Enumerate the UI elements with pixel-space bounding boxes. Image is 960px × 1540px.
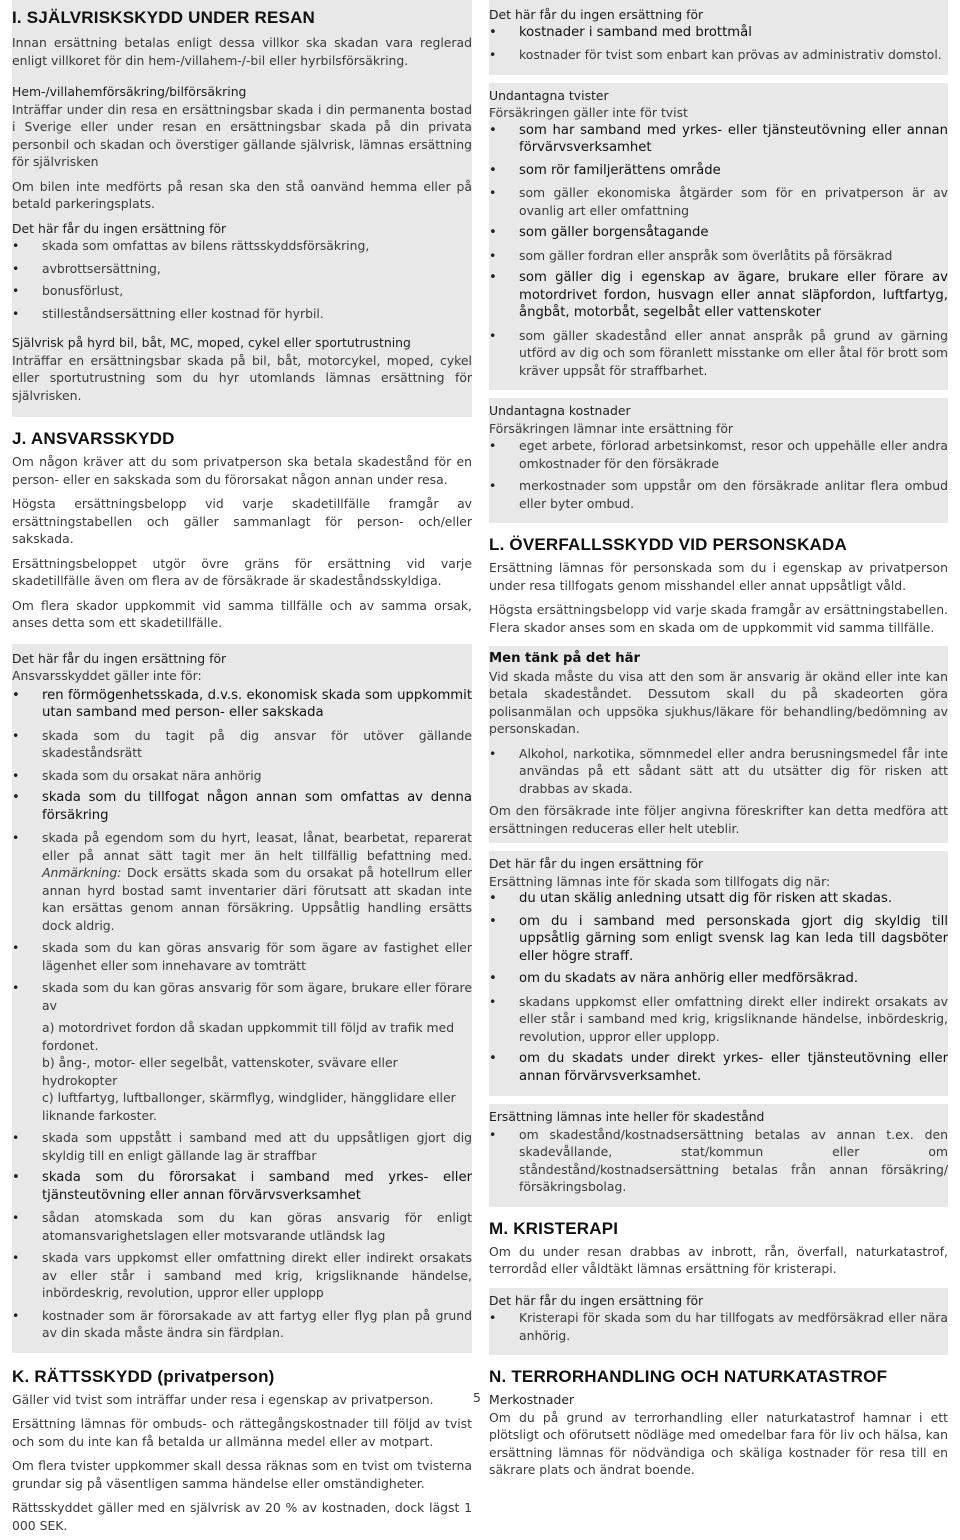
list-item: • eget arbete, förlorad arbetsinkomst, resor och uppehälle eller andra omkostnader för den försäkrade bbox=[489, 437, 948, 472]
section-i-panel bbox=[12, 0, 472, 417]
section-m-no-comp-list bbox=[489, 1309, 948, 1344]
section-k-p3: Om flera tvister uppkommer skall dessa räknas som en tvist om tvisterna grundar sig på väsentligen samma händelse eller omständigheter. bbox=[12, 1457, 472, 1492]
list-item bbox=[12, 829, 472, 934]
section-l-p2: Högsta ersättningsbelopp vid varje skada framgår av ersättningstabellen. Flera skador anses som en skada om de uppkommit vid samma tillfälle. bbox=[489, 601, 948, 636]
section-j-no-comp-list bbox=[12, 687, 472, 1015]
list-item: • som gäller borgensåtagande bbox=[489, 224, 948, 242]
list-item: • kostnader som är förorsakade av att fartyg eller flyg plan på grund av din skada måste ändra sin färdplan. bbox=[12, 1307, 472, 1342]
section-i-sub2-text: Inträffar en ersättningsbar skada på bil, båt, motorcykel, moped, cykel eller sportutrustning som du hyr utomlands lämnas ersättning för självrisken. bbox=[12, 352, 472, 405]
section-l-p1: Ersättning lämnas för personskada som du i egenskap av privatperson under resa tillfogats genom misshandel eller annat uppsåtligt våld. bbox=[489, 559, 948, 594]
section-l-remember-panel bbox=[489, 646, 948, 843]
note-text: Dock ersätts skada som du orsakat på hotellrum eller annan hyrd bostad samt inventarier däri förutsatt att skadan inte kan ersättas genom annan försäkring. Uppsåtlig handling ersätts dock aldrig. bbox=[42, 865, 472, 933]
list-item: • om du skadats under direkt yrkes- eller tjänsteutövning eller annan förvärvsverksamhet. bbox=[489, 1050, 948, 1085]
section-i-sub1-heading: Hem-/villahemförsäkring/bilförsäkring bbox=[12, 83, 472, 101]
section-l-remember-list bbox=[489, 745, 948, 798]
section-m-no-comp-panel bbox=[489, 1288, 948, 1356]
section-l-no-comp-heading: Det här får du ingen ersättning för bbox=[489, 855, 948, 873]
list-item: • om du i samband med personskada gjort dig skyldig till uppsåtlig gärning som enligt svensk lag kan leda till dagsböter eller högre straff. bbox=[489, 913, 948, 966]
list-item: • skada vars uppkomst eller omfattning direkt eller indirekt orsakats av eller står i samband med krig, krigsliknande händelse, inbördeskrig, revolution, uppror eller upplopp bbox=[12, 1249, 472, 1302]
section-m-p1: Om du under resan drabbas av inbrott, rån, överfall, naturkatastrof, terrordåd eller våldtäkt lämnas ersättning för kristerapi. bbox=[489, 1243, 948, 1278]
section-k-panel bbox=[12, 1353, 472, 1540]
list-item: • skada som du kan göras ansvarig för som ägare av fastighet eller lägenhet eller som innehavare av tomträtt bbox=[12, 939, 472, 974]
list-item: • skada som du tillfogat någon annan som omfattas av denna försäkring bbox=[12, 789, 472, 824]
list-item: • skada som omfattas av bilens rättsskyddsförsäkring, bbox=[12, 237, 472, 255]
section-l-also-list bbox=[489, 1126, 948, 1196]
section-k-p2: Ersättning lämnas för ombuds- och rättegångskostnader till följd av tvist och som du inte kan få betalda ur allmänna medel eller av motpart. bbox=[12, 1415, 472, 1450]
sub-item-c: c) luftfartyg, luftballonger, skärmflyg, windglider, hängglidare eller liknande farkoster. bbox=[12, 1089, 472, 1124]
left-column bbox=[12, 0, 472, 1540]
section-l-remember-text: Vid skada måste du visa att den som är ansvarig är okänd eller inte kan betala skadeståndet. Dessutom skall du på skadeorten göra polisanmälan och uppsöka sjukhus/läkare för behandling/bedömning av personskadan. bbox=[489, 668, 948, 738]
section-i-sub1-text: Inträffar under din resa en ersättningsbar skada i din permanenta bostad i Sverige eller under resan en ersättningsbar skada på din privata personbil och skadan och överstiger gällande självrisk, lämnas ersättning för självrisken bbox=[12, 101, 472, 171]
list-item: • du utan skälig anledning utsatt dig för risken att skadas. bbox=[489, 890, 948, 908]
section-j-panel bbox=[12, 417, 472, 638]
list-item: • om skadestånd/kostnadsersättning betalas av annan t.ex. den skadevållande, stat/kommun eller om ståndestånd/kostnadsersättning betalas från annan försäkring/ försäkringsbolag. bbox=[489, 1126, 948, 1196]
section-n-panel bbox=[489, 1355, 948, 1485]
list-item: • kostnader för tvist som enbart kan prövas av administrativ domstol. bbox=[489, 46, 948, 64]
section-i-title: I. SJÄLVRISKSKYDD UNDER RESAN bbox=[12, 8, 472, 28]
list-item: • Alkohol, narkotika, sömnmedel eller andra berusningsmedel får inte användas på ett sådant sätt att du utsätter dig för risken att drabbas av skada. bbox=[489, 745, 948, 798]
k-costs-heading: Undantagna kostnader bbox=[489, 402, 948, 420]
section-i-intro: Innan ersättning betalas enligt dessa villkor ska skadan vara reglerad enligt villkoret för din hem-/villahem-/-bil eller hyrbilsförsäkring. bbox=[12, 34, 472, 69]
section-k-p1: Gäller vid tvist som inträffar under resa i egenskap av privatperson. bbox=[12, 1391, 472, 1409]
section-n-title: N. TERRORHANDLING OCH NATURKATASTROF bbox=[489, 1367, 948, 1387]
list-item: • som gäller ekonomiska åtgärder som för en privatperson är av ovanlig art eller omfattning bbox=[489, 184, 948, 219]
section-l-no-comp-list bbox=[489, 890, 948, 1085]
k-no-comp-panel bbox=[489, 0, 948, 75]
section-l-no-comp-panel bbox=[489, 851, 948, 1096]
k-costs-list bbox=[489, 437, 948, 512]
k-costs-intro: Försäkringen lämnar inte ersättning för bbox=[489, 420, 948, 438]
section-j-p1: Om någon kräver att du som privatperson ska betala skadestånd för en person- eller en sakskada som du förorsakat någon annan under resa. bbox=[12, 453, 472, 488]
section-i-sub1-text2: Om bilen inte medförts på resan ska den stå oanvänd hemma eller på betald parkeringsplats. bbox=[12, 178, 472, 213]
section-i-no-comp-heading: Det här får du ingen ersättning för bbox=[12, 220, 472, 238]
list-item: • Kristerapi för skada som du har tillfogats av medförsäkrad eller nära anhörig. bbox=[489, 1309, 948, 1344]
section-n-p1: Om du på grund av terrorhandling eller naturkatastrof hamnar i ett plötsligt och oförutsett nödläge med omedelbar fara för liv och hälsa, kan ersättning lämnas för nödvändiga och skäliga kostnader för resa till en säkrare plats och ändrat boende. bbox=[489, 1409, 948, 1479]
section-l-remember-heading: Men tänk på det här bbox=[489, 650, 948, 668]
note-label: Anmärkning: bbox=[42, 865, 121, 880]
list-item: • bonusförlust, bbox=[12, 282, 472, 300]
section-j-p3: Ersättningsbeloppet utgör övre gräns för ersättning vid varje skadetillfälle även om flera av de försäkrade är skadeståndsskyldiga. bbox=[12, 555, 472, 590]
list-item: • som gäller fordran eller anspråk som överlåtits på försäkrad bbox=[489, 247, 948, 265]
section-j-title: J. ANSVARSSKYDD bbox=[12, 429, 472, 449]
section-l-title: L. ÖVERFALLSSKYDD VID PERSONSKADA bbox=[489, 535, 948, 555]
list-item: • som har samband med yrkes- eller tjänsteutövning eller annan förvärvsverksamhet bbox=[489, 122, 948, 157]
section-k-title: K. RÄTTSSKYDD (privatperson) bbox=[12, 1367, 472, 1387]
section-i-no-comp-list bbox=[12, 237, 472, 322]
list-item: • ren förmögenhetsskada, d.v.s. ekonomisk skada som uppkommit utan samband med person- eller sakskada bbox=[12, 687, 472, 722]
list-item: • kostnader i samband med brottmål bbox=[489, 24, 948, 42]
k-exempt-heading: Undantagna tvister bbox=[489, 87, 948, 105]
k-costs-panel bbox=[489, 398, 948, 523]
section-m-panel bbox=[489, 1207, 948, 1284]
section-j-no-comp-intro: Ansvarsskyddet gäller inte för: bbox=[12, 667, 472, 685]
k-exempt-list bbox=[489, 122, 948, 380]
list-item: • om du skadats av nära anhörig eller medförsäkrad. bbox=[489, 970, 948, 988]
section-l-also-heading: Ersättning lämnas inte heller för skadestånd bbox=[489, 1108, 948, 1126]
section-m-title: M. KRISTERAPI bbox=[489, 1219, 948, 1239]
list-item: • avbrottsersättning, bbox=[12, 260, 472, 278]
list-item: • som rör familjerättens område bbox=[489, 162, 948, 180]
section-l-panel bbox=[489, 523, 948, 642]
list-item: • skada som du kan göras ansvarig för som ägare, brukare eller förare av bbox=[12, 979, 472, 1014]
section-m-no-comp-heading: Det här får du ingen ersättning för bbox=[489, 1292, 948, 1310]
section-i-sub2-heading: Självrisk på hyrd bil, båt, MC, moped, cykel eller sportutrustning bbox=[12, 334, 472, 352]
section-j-p2: Högsta ersättningsbelopp vid varje skadetillfälle framgår av ersättningstabellen och gäller sammanlagt för person- och/eller sakskada. bbox=[12, 495, 472, 548]
section-j-no-comp-panel bbox=[12, 644, 472, 1353]
list-item: • skada som du tagit på dig ansvar för utöver gällande skadeståndsrätt bbox=[12, 727, 472, 762]
section-l-no-comp-intro: Ersättning lämnas inte för skada som tillfogats dig när: bbox=[489, 873, 948, 891]
section-k-p4: Rättsskyddet gäller med en självrisk av 20 % av kostnaden, dock lägst 1 000 SEK. bbox=[12, 1499, 472, 1534]
list-item: • skada som du orsakat nära anhörig bbox=[12, 767, 472, 785]
list-item: • skadans uppkomst eller omfattning direkt eller indirekt orsakats av eller står i samband med krig, krigsliknande händelse, inbördeskrig, revolution, uppror eller upplopp. bbox=[489, 993, 948, 1046]
k-no-comp-list bbox=[489, 24, 948, 64]
list-item: • merkostnader som uppstår om den försäkrade anlitar flera ombud eller byter ombud. bbox=[489, 477, 948, 512]
section-l-remember-text2: Om den försäkrade inte följer angivna föreskrifter kan detta medföra att ersättningen reduceras eller helt uteblir. bbox=[489, 802, 948, 837]
right-column bbox=[489, 0, 948, 1485]
sub-item-a: a) motordrivet fordon då skadan uppkommit till följd av trafik med fordonet. bbox=[12, 1019, 472, 1054]
list-item: • som gäller skadestånd eller annat anspråk på grund av gärning utförd av dig och som föranlett misstanke om eller åtal för brott som kräver uppsåt för straffbarhet. bbox=[489, 327, 948, 380]
section-j-no-comp-heading: Det här får du ingen ersättning för bbox=[12, 650, 472, 668]
k-exempt-intro: Försäkringen gäller inte för tvist bbox=[489, 104, 948, 122]
section-j-p4: Om flera skador uppkommit vid samma tillfälle och av samma orsak, anses detta som ett skadetillfälle. bbox=[12, 597, 472, 632]
page-number: 5 bbox=[473, 1389, 481, 1407]
item-text: skada på egendom som du hyrt, leasat, lånat, bearbetat, reparerat eller på annat sätt tagit mer än helt tillfällig befattning med. bbox=[42, 830, 472, 863]
section-n-sub-heading: Merkostnader bbox=[489, 1391, 948, 1409]
list-item: • sådan atomskada som du kan göras ansvarig för enligt atomansvarighetslagen eller motsvarande utländsk lag bbox=[12, 1209, 472, 1244]
list-item: • som gäller dig i egenskap av ägare, brukare eller förare av motordrivet fordon, husvagn eller annat släpfordon, luftfartyg, ångbåt, motorbåt, segelbåt eller vattenskoter bbox=[489, 269, 948, 322]
list-item: • stilleståndsersättning eller kostnad för hyrbil. bbox=[12, 305, 472, 323]
sub-item-b: b) ång-, motor- eller segelbåt, vattenskoter, svävare eller hydrokopter bbox=[12, 1054, 472, 1089]
section-l-also-panel bbox=[489, 1104, 948, 1207]
list-item: • skada som uppstått i samband med att du uppsåtligen gjort dig skyldig till en enligt gällande lag är straffbar bbox=[12, 1129, 472, 1164]
k-no-comp-heading: Det här får du ingen ersättning för bbox=[489, 6, 948, 24]
k-exempt-panel bbox=[489, 83, 948, 391]
section-j-no-comp-list-cont bbox=[12, 1129, 472, 1342]
list-item: • skada som du förorsakat i samband med yrkes- eller tjänsteutövning eller annan förvärvsverksamhet bbox=[12, 1169, 472, 1204]
